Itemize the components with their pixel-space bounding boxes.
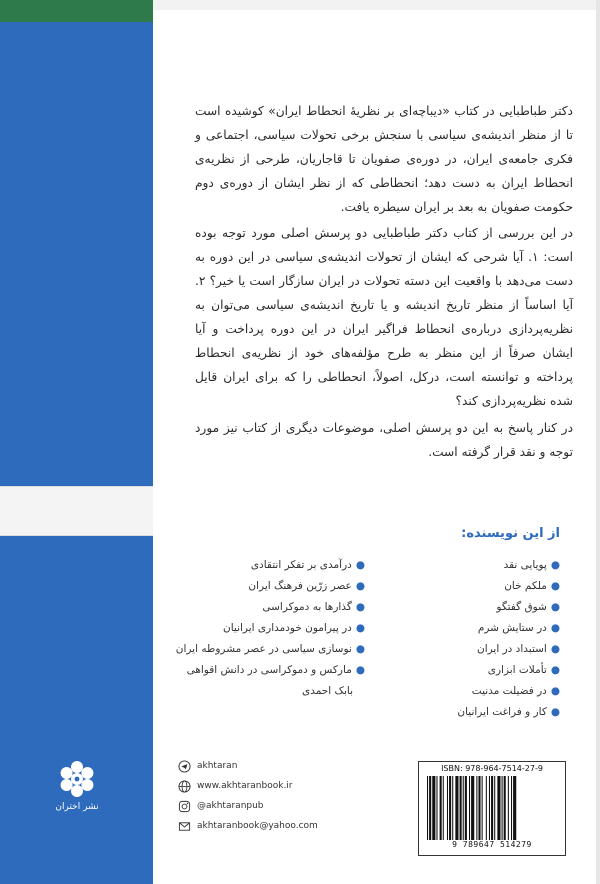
isbn-label: ISBN: 978-964-7514-27-9: [441, 764, 543, 773]
email-icon: [178, 820, 191, 833]
from-author-title: از این نویسنده:: [461, 526, 560, 541]
website-link[interactable]: www.akhtaranbook.ir: [197, 781, 293, 791]
barcode-bar: [455, 776, 458, 840]
contact-row: [178, 796, 378, 816]
barcode-bar: [429, 776, 431, 840]
description-paragraph-3: در کنار پاسخ به این دو پرسش اصلی، موضوعات دیگری از کتاب نیز مورد توجه و نقد قرار گرفته است.: [195, 421, 573, 459]
list-item-continuation: بابک احمدی: [302, 685, 353, 697]
barcode-bar: [427, 776, 428, 840]
description-paragraph-1: دکتر طباطبایی در کتاب «دیباچه‌ای بر نظریهٔ انحطاط ایران» کوشیده است تا از منظر اندیشه‌ی سیاسی با سنجش برخی تحولات سیاسی، اجتماعی و فکری جامعه‌ی ایران، در دوره‌ی صفویان تا قاجاریان، طرحی از نظریه‌ی انحطاط ایران به دست دهد؛ انحطاطی که از نظر ایشان از دوره‌ی دوم حکومت صفویان به بعد بر ایران سیطره یافت.: [195, 104, 573, 214]
list-item: ●درآمدی بر تفکر انتقادی: [250, 559, 365, 571]
publisher-logo: [56, 758, 98, 800]
list-item: ●در پیرامون خودمداری ایرانیان: [223, 622, 365, 634]
barcode-bar: [443, 776, 444, 840]
barcode-bar: [476, 776, 477, 840]
publisher-name: نشر اختران: [55, 802, 99, 812]
cover-green-band: [0, 0, 153, 22]
barcode-number: 9 789647 514279: [452, 840, 532, 849]
barcode-bar: [465, 776, 467, 840]
barcode-bar: [469, 776, 470, 840]
contact-row: [178, 816, 378, 836]
barcode-bar: [508, 776, 509, 840]
list-item: ●در فضیلت مدنیت: [471, 685, 560, 697]
description-paragraph-2: در این بررسی از کتاب دکتر طباطبایی دو پرسش اصلی مورد توجه بوده است: ۱. آیا شرحی که ایشان از تحولات اندیشه‌ی سیاسی در این دوره به دست می‌دهد با واقعیت این دسته تحولات در ایران سازگار است یا خیر؟ ۲. آیا اساساً از منظر تاریخ اندیشه و یا تاریخ اندیشه‌ی سیاسی می‌توان به نظریه‌پردازی درباره‌ی انحطاط فراگیر ایران در این دوره پرداخت و آیا ایشان صرفاً از این منظر به طرح مؤلفه‌های خود از نظریه‌ی انحطاط پرداخته و توانسته است، درکل، اصولاً، انحطاطی را که برای ایران قایل شده نظریه‌پردازی کند؟: [195, 226, 574, 408]
globe-icon: [178, 780, 191, 793]
list-item: ●پویایی نقد: [503, 559, 560, 571]
barcode-bar: [497, 776, 500, 840]
list-item: ●استبداد در ایران: [476, 643, 560, 655]
barcode-bar: [494, 776, 495, 840]
barcode-bar: [502, 776, 503, 840]
isbn-barcode-box: [418, 761, 566, 856]
barcode-bar: [460, 776, 462, 840]
email-link[interactable]: akhtaranbook@yahoo.com: [197, 821, 318, 831]
telegram-handle[interactable]: akhtaran: [197, 761, 238, 771]
barcode: [425, 776, 559, 840]
barcode-bar: [449, 776, 451, 840]
barcode-bar: [486, 776, 487, 840]
barcode-bar: [471, 776, 474, 840]
barcode-bar: [511, 776, 512, 840]
list-item: ●گذارها به دموکراسی: [262, 601, 365, 613]
contact-row: [178, 776, 378, 796]
barcode-bar: [482, 776, 483, 840]
barcode-bar: [478, 776, 480, 840]
barcode-bar: [463, 776, 464, 840]
page-edge: [596, 0, 600, 884]
list-item: ●در ستایش شرم: [477, 622, 560, 634]
list-item: ●تأملات ابزاری: [487, 664, 560, 676]
telegram-icon: [178, 760, 191, 773]
list-item: ●ملکم خان: [504, 580, 560, 592]
list-item: ●مارکس و دموکراسی در دانش اقواهی: [186, 664, 365, 676]
barcode-bar: [513, 776, 516, 840]
book-list-right: [390, 555, 560, 723]
book-list-left: [155, 555, 365, 702]
instagram-handle[interactable]: @akhtaranpub: [197, 801, 264, 811]
list-item: ●نوسازی سیاسی در عصر مشروطه ایران: [175, 643, 365, 655]
barcode-bar: [436, 776, 437, 840]
contact-list: [178, 756, 378, 836]
barcode-bar: [491, 776, 493, 840]
barcode-bar: [489, 776, 490, 840]
list-item: ●شوق گفتگو: [496, 601, 560, 613]
list-item: ●عصر زرّین فرهنگ ایران: [248, 580, 365, 592]
contact-row: [178, 756, 378, 776]
cover-blue-strip: [0, 0, 153, 884]
barcode-bar: [447, 776, 448, 840]
instagram-icon: [178, 800, 191, 813]
barcode-bar: [452, 776, 453, 840]
cover-white-band: [0, 486, 153, 536]
list-item: ●کار و فراغت ایرانیان: [457, 706, 560, 718]
barcode-bar: [440, 776, 442, 840]
barcode-bar: [504, 776, 506, 840]
top-edge: [153, 0, 600, 10]
barcode-bar: [432, 776, 435, 840]
